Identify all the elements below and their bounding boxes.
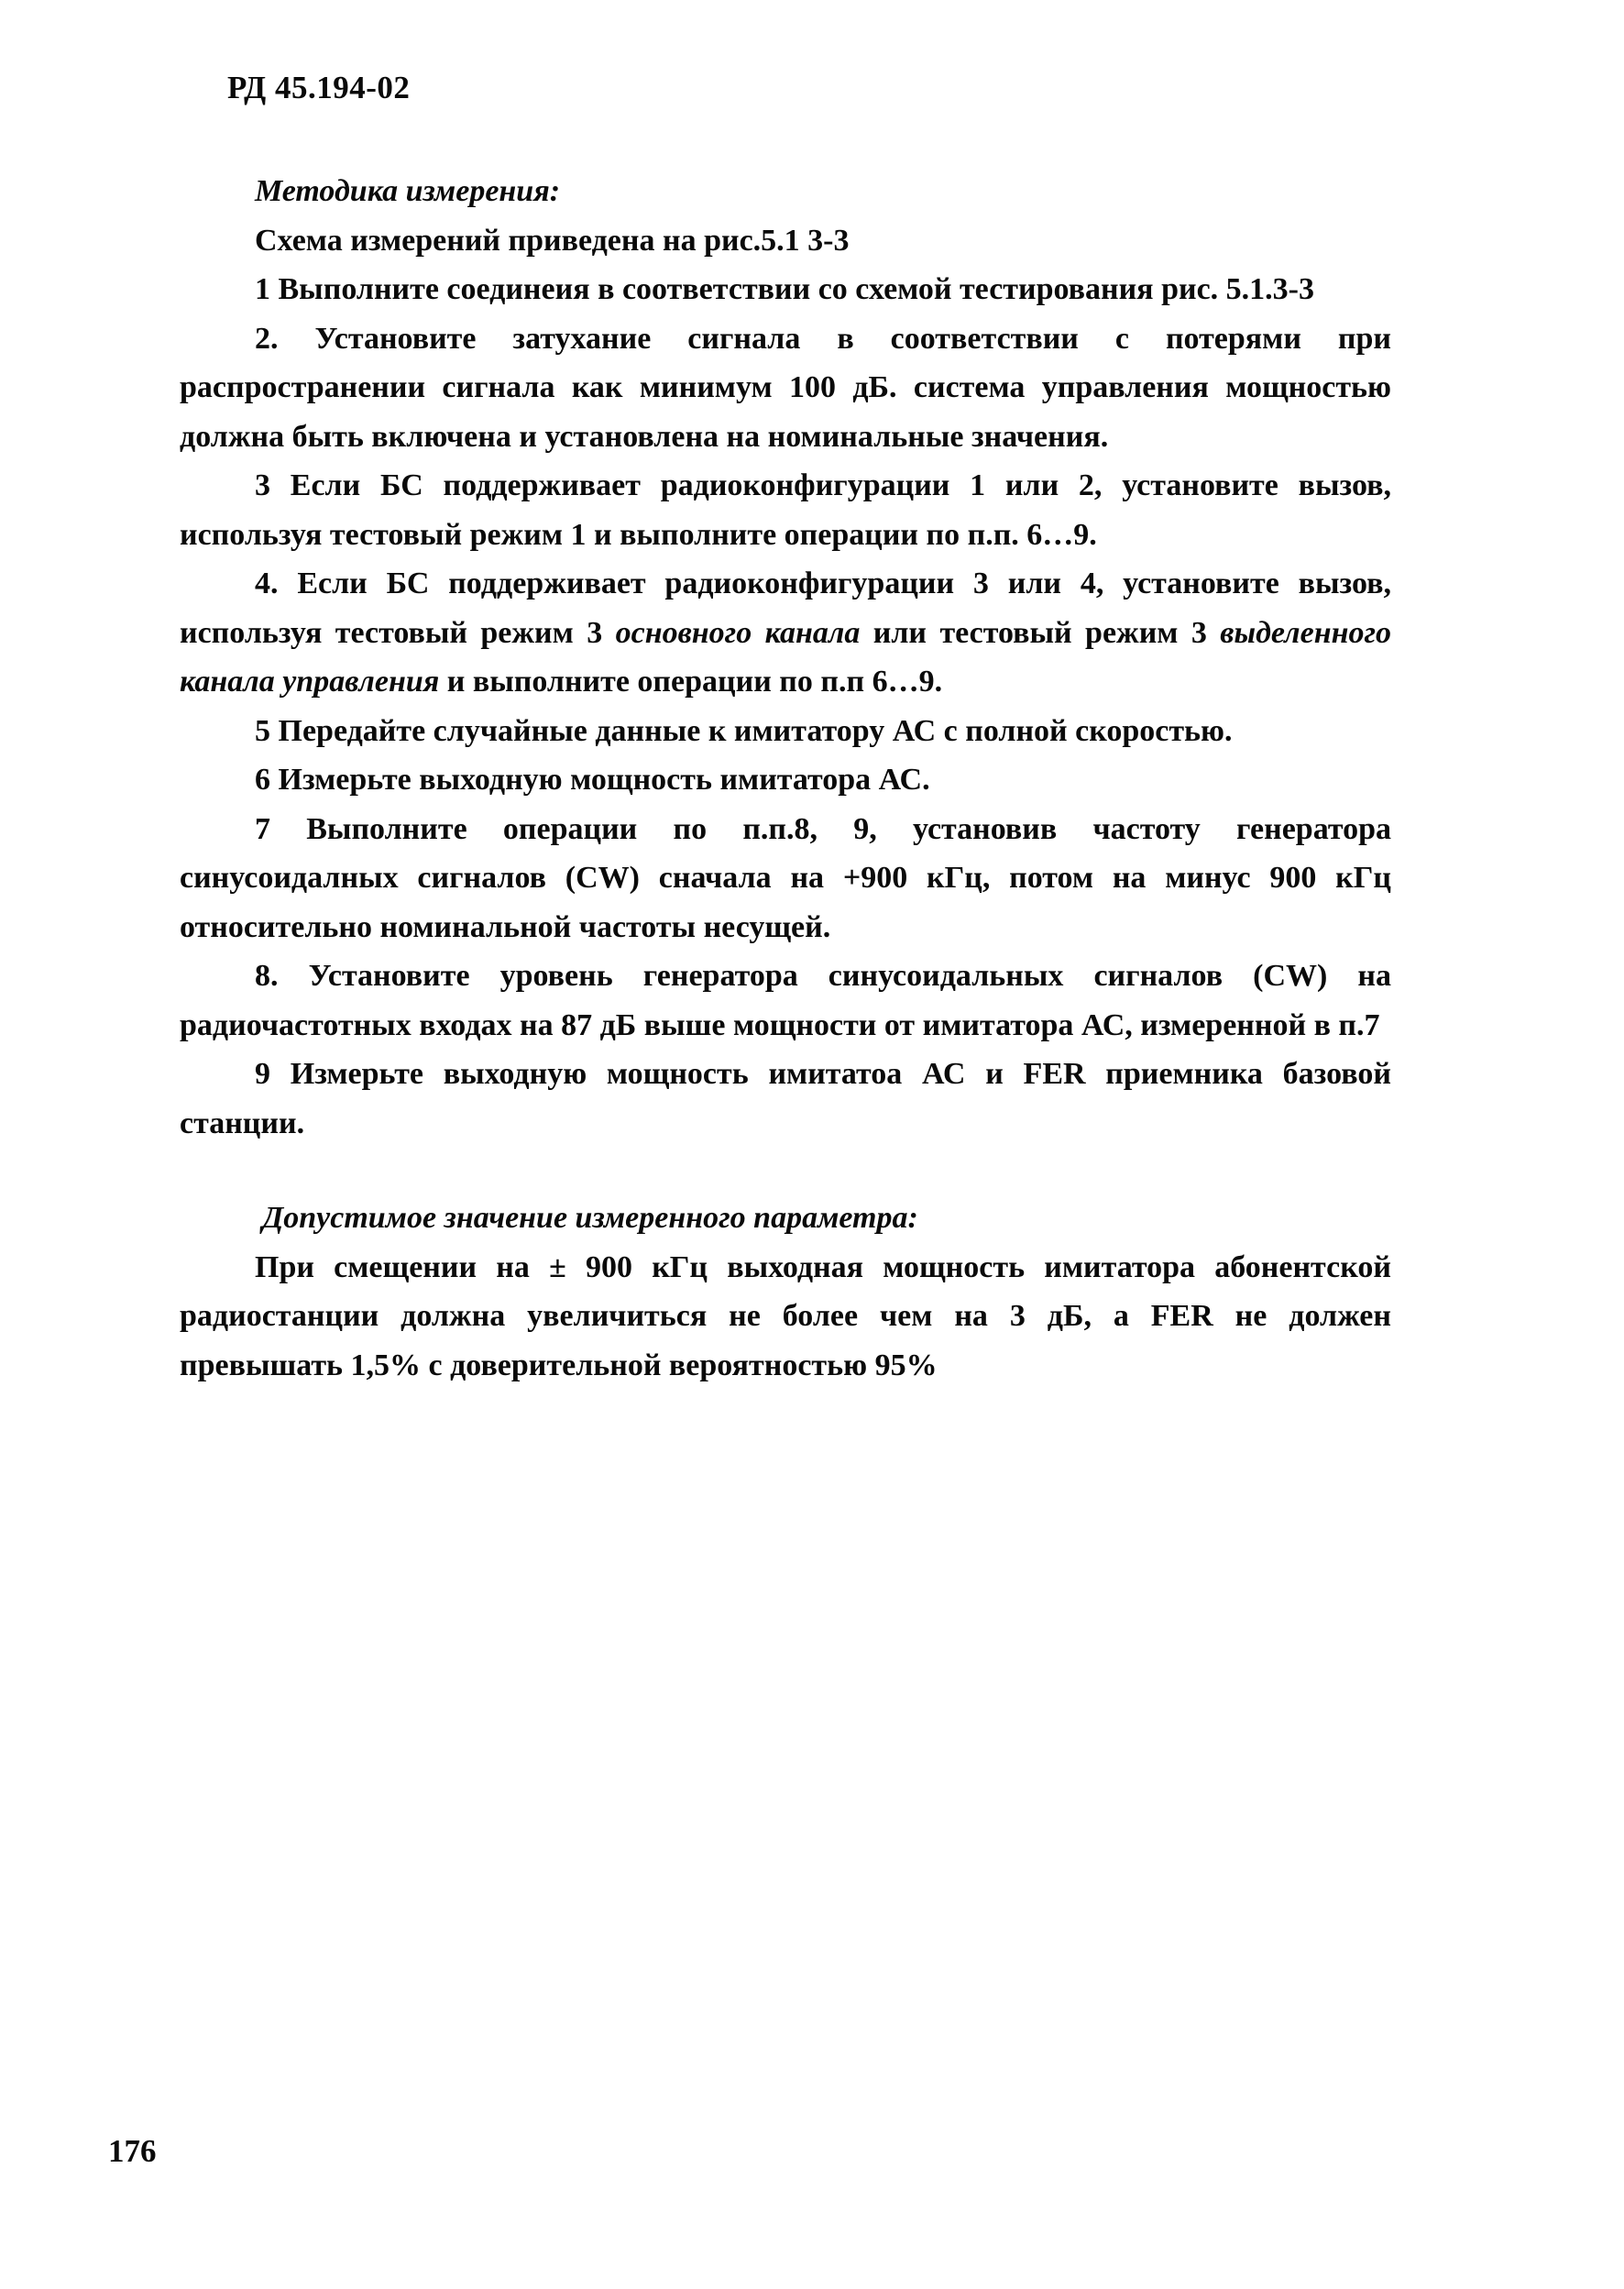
document-body: [180, 167, 1391, 1390]
step-4-emphasis-main-channel: основного канала: [615, 615, 861, 650]
step-4: [180, 559, 1391, 707]
page-number: 176: [108, 2133, 157, 2169]
section-heading-method: Методика измерения:: [255, 174, 561, 208]
section-spacer: [180, 1148, 1391, 1194]
paragraph-allowed-value: При смещении на ± 900 кГц выходная мощность имитатора абонентской радиостанции должна увеличиться не более чем на 3 дБ, а FER не должен превышать 1,5% с доверительной вероятностью 95%: [180, 1249, 1391, 1382]
step-4-text-2: или тестовый режим 3: [860, 615, 1221, 650]
paragraph-intro: Схема измерений приведена на рис.5.1 3-3: [255, 223, 850, 258]
step-2: 2. Установите затухание сигнала в соответствии с потерями при распространении сигнала как минимум 100 дБ. система управления мощностью должна быть включена и установлена на номинальные значения.: [180, 321, 1391, 454]
step-1: 1 Выполните соединеия в соответствии со схемой тестирования рис. 5.1.3-3: [255, 272, 1314, 306]
step-6: 6 Измерьте выходную мощность имитатора АС.: [255, 763, 930, 797]
section-heading-allowed-value: Допустимое значение измеренного параметра:: [262, 1201, 918, 1235]
step-9: 9 Измерьте выходную мощность имитатоа АС и FER приемника базовой станции.: [180, 1057, 1391, 1140]
step-8: 8. Установите уровень генератора синусоидальных сигналов (CW) на радиочастотных входах на 87 дБ выше мощности от имитатора АС, измеренной в п.7: [180, 959, 1391, 1042]
step-4-text-3: и выполните операции по п.п 6…9.: [439, 665, 943, 699]
document-code: РД 45.194-02: [227, 70, 411, 105]
step-7: 7 Выполните операции по п.п.8, 9, установив частоту генератора синусоидалных сигналов (CW) сначала на +900 кГц, потом на минус 900 кГц относительно номинальной частоты несущей.: [180, 811, 1391, 944]
step-3: 3 Если БС поддерживает радиоконфигурации 1 или 2, установите вызов, используя тестовый режим 1 и выполните операции по п.п. 6…9.: [180, 468, 1391, 552]
step-5: 5 Передайте случайные данные к имитатору АС с полной скоростью.: [255, 713, 1233, 748]
step-4-text-1: 4. Если БС поддерживает радиоконфигурации 3 или 4, установите вызов, используя тестовый режим 3: [180, 567, 1391, 650]
step-4-emphasis-control-channel: выделенного канала управления: [180, 615, 1392, 699]
